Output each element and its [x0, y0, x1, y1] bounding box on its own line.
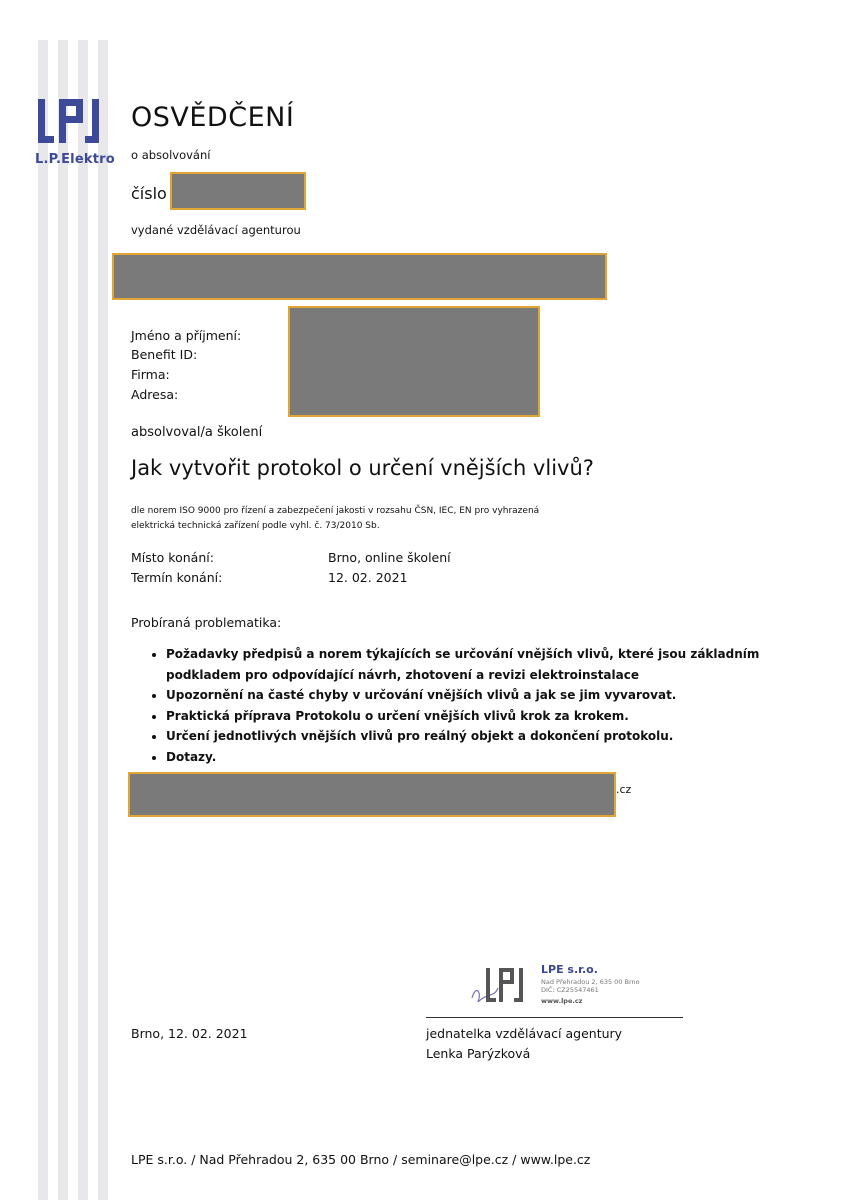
topic-item: • Praktická příprava Protokolu o určení vnějších vlivů krok za krokem.	[166, 706, 786, 727]
link-suffix: .cz	[616, 783, 632, 796]
place-date: Brno, 12. 02. 2021	[131, 1026, 248, 1041]
venue-value: Brno, online školení	[328, 550, 451, 565]
course-title: Jak vytvořit protokol o určení vnějších vlivů?	[131, 456, 594, 480]
company-label: Firma:	[131, 367, 170, 382]
address-label: Adresa:	[131, 387, 179, 402]
company-stamp	[541, 963, 640, 1005]
redacted-agency-name	[112, 253, 607, 300]
topic-item: • Požadavky předpisů a norem týkajících se určování vnějších vlivů, které jsou základním podkladem pro odpovídající návrh, zhotovení a revizi elektroinstalace	[166, 644, 786, 685]
redacted-participant-details	[288, 306, 540, 417]
standards-line-1: dle norem ISO 9000 pro řízení a zabezpečení jakosti v rozsahu ČSN, IEC, EN pro vyhrazená	[131, 506, 540, 516]
topic-item: • Upozornění na časté chyby v určování vnějších vlivů a jak se jim vyvarovat.	[166, 685, 786, 706]
decorative-stripe	[38, 40, 48, 1200]
name-label: Jméno a příjmení:	[131, 328, 242, 343]
completed-label: absolvoval/a školení	[131, 425, 263, 440]
stamp-web: www.lpe.cz	[541, 997, 583, 1005]
signature-line	[426, 1017, 683, 1018]
topic-item: • Určení jednotlivých vnějších vlivů pro reálný objekt a dokončení protokolu.	[166, 726, 786, 747]
decorative-stripe	[98, 40, 108, 1200]
issued-by-label: vydané vzdělávací agenturou	[131, 223, 301, 237]
stamp-signature-icon	[468, 962, 538, 1010]
benefit-id-label: Benefit ID:	[131, 347, 198, 362]
topic-item: • Dotazy.	[166, 747, 786, 768]
signatory-name: Lenka Parýzková	[426, 1046, 531, 1061]
certificate-title: OSVĚDČENÍ	[131, 102, 295, 133]
standards-line-2: elektrická technická zařízení podle vyhl. č. 73/2010 Sb.	[131, 521, 380, 531]
logo-text: L.P.Elektro	[35, 152, 115, 167]
certificate-subtitle: o absolvování	[131, 148, 211, 162]
stamp-vat: DIČ: CZ25547461	[541, 986, 599, 994]
signatory-role: jednatelka vzdělávací agentury	[426, 1026, 623, 1041]
topics-list	[149, 644, 786, 767]
footer-contact: LPE s.r.o. / Nad Přehradou 2, 635 00 Brno / seminare@lpe.cz / www.lpe.cz	[131, 1152, 591, 1167]
venue-label: Místo konání:	[131, 550, 214, 565]
date-label: Termín konání:	[131, 570, 223, 585]
topics-label: Probíraná problematika:	[131, 615, 282, 630]
certificate-number-label: číslo	[131, 184, 167, 203]
redacted-link	[128, 772, 616, 817]
decorative-stripe	[78, 40, 88, 1200]
stamp-company: LPE s.r.o.	[541, 963, 598, 976]
redacted-certificate-number	[170, 172, 306, 210]
stamp-address: Nad Přehradou 2, 635 00 Brno	[541, 978, 640, 986]
decorative-stripe	[58, 40, 68, 1200]
date-value: 12. 02. 2021	[328, 570, 408, 585]
